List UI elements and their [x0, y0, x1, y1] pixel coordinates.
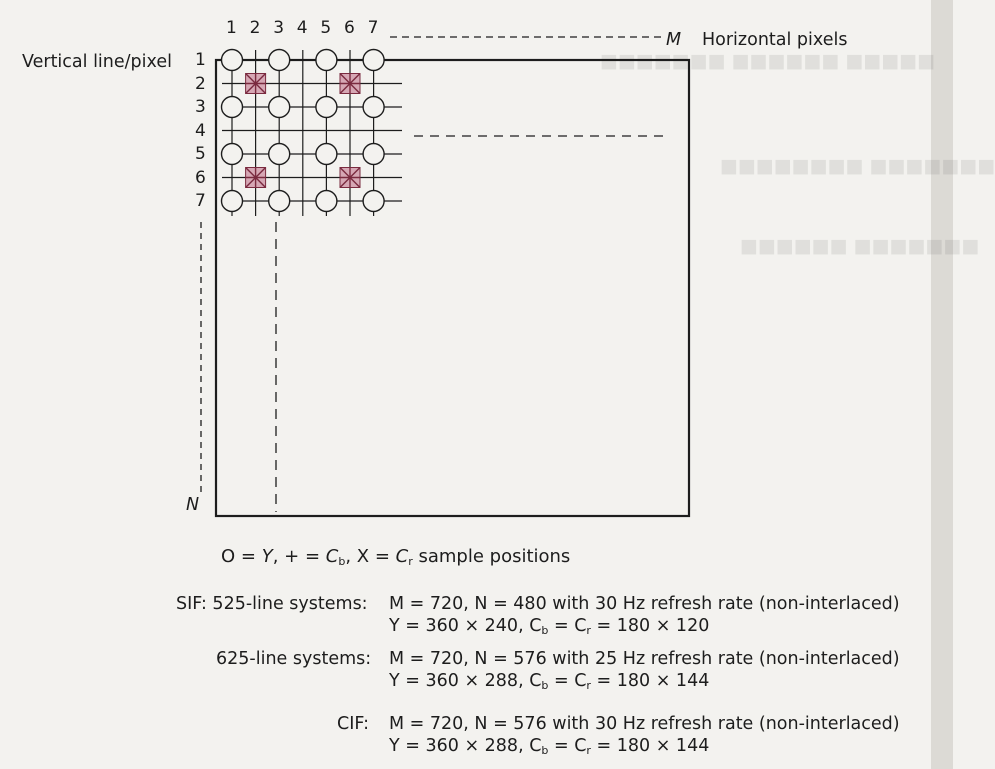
column-number: 6	[344, 18, 355, 38]
legend-text: , + =	[272, 546, 326, 567]
sample-legend	[221, 548, 570, 567]
luma-sample-circle	[316, 144, 337, 165]
bottom-axis-letter: N	[186, 495, 200, 515]
s625-prefix: 625-line systems:	[216, 649, 372, 669]
luma-sample-circle	[222, 191, 243, 212]
luma-sample-circle	[222, 144, 243, 165]
frame-rectangle	[216, 60, 689, 516]
luma-sample-circle	[222, 97, 243, 118]
column-number: 3	[273, 18, 285, 38]
legend-cr: C	[395, 546, 409, 567]
top-axis-label: Horizontal pixels	[702, 30, 848, 50]
cif-line2	[389, 738, 709, 756]
sif-line2	[389, 618, 709, 636]
row-number: 5	[195, 144, 206, 164]
column-number: 4	[296, 18, 308, 38]
legend-cb: C	[325, 546, 339, 567]
spec-sub: r	[586, 744, 591, 757]
column-number: 1	[226, 18, 237, 38]
luma-sample-circle	[363, 191, 384, 212]
luma-sample-circle	[269, 97, 290, 118]
sample-grid	[222, 50, 403, 217]
luma-sample-circle	[269, 50, 290, 71]
spec-sub: r	[586, 624, 591, 637]
luma-sample-circle	[316, 50, 337, 71]
spec-text: = C	[548, 736, 587, 756]
row-number: 7	[195, 191, 206, 211]
spec-sub: b	[541, 679, 549, 692]
column-number: 5	[320, 18, 332, 38]
row-number: 6	[195, 167, 206, 188]
spec-text: Y = 360 × 240, C	[389, 616, 542, 636]
sif-line1: M = 720, N = 480 with 30 Hz refresh rate (non-interlaced)	[389, 594, 900, 614]
column-number: 2	[249, 18, 261, 38]
legend-cb-sub: b	[338, 555, 346, 568]
top-axis-letter: M	[666, 30, 682, 50]
legend-text: O =	[221, 546, 262, 567]
spec-sub: b	[541, 744, 549, 757]
bleed-through-text: ■■■■■■■■ ■■■■■■■	[720, 155, 995, 177]
cif-line1: M = 720, N = 576 with 30 Hz refresh rate (non-interlaced)	[389, 714, 900, 734]
spec-sub: b	[541, 624, 549, 637]
legend-text: , X =	[345, 546, 396, 567]
legend-text: sample positions	[412, 546, 571, 567]
column-number: 7	[367, 18, 379, 38]
spec-sub: r	[586, 679, 591, 692]
spec-text: Y = 360 × 288, C	[389, 671, 542, 691]
luma-sample-circle	[316, 97, 337, 118]
bleed-through-text: ■■■■■■■ ■■■■■■ ■■■■■	[600, 50, 936, 72]
row-axis-label: Vertical line/pixel	[22, 52, 172, 72]
row-number: 4	[195, 120, 206, 141]
s625-line1: M = 720, N = 576 with 25 Hz refresh rate (non-interlaced)	[389, 649, 900, 669]
luma-sample-circle	[222, 50, 243, 71]
legend-y: Y	[261, 546, 273, 567]
row-number: 3	[195, 97, 206, 117]
luma-sample-circle	[316, 191, 337, 212]
luma-sample-circle	[363, 144, 384, 165]
sif-prefix: SIF: 525-line systems:	[176, 594, 368, 614]
spec-text: = C	[548, 671, 587, 691]
spec-text: = 180 × 144	[590, 671, 710, 691]
spec-text: = 180 × 144	[590, 736, 710, 756]
row-number: 2	[195, 73, 206, 94]
spec-text: = 180 × 120	[590, 616, 710, 636]
legend-cr-sub: r	[408, 555, 413, 568]
spec-text: = C	[548, 616, 587, 636]
spec-text: Y = 360 × 288, C	[389, 736, 542, 756]
bleed-through-text: ■■■■■■ ■■■■■■■	[740, 235, 980, 257]
s625-line2	[389, 673, 709, 691]
luma-sample-circle	[363, 50, 384, 71]
luma-sample-circle	[269, 144, 290, 165]
luma-sample-circle	[269, 191, 290, 212]
cif-prefix: CIF:	[337, 714, 369, 734]
luma-sample-circle	[363, 97, 384, 118]
row-number: 1	[195, 50, 206, 70]
